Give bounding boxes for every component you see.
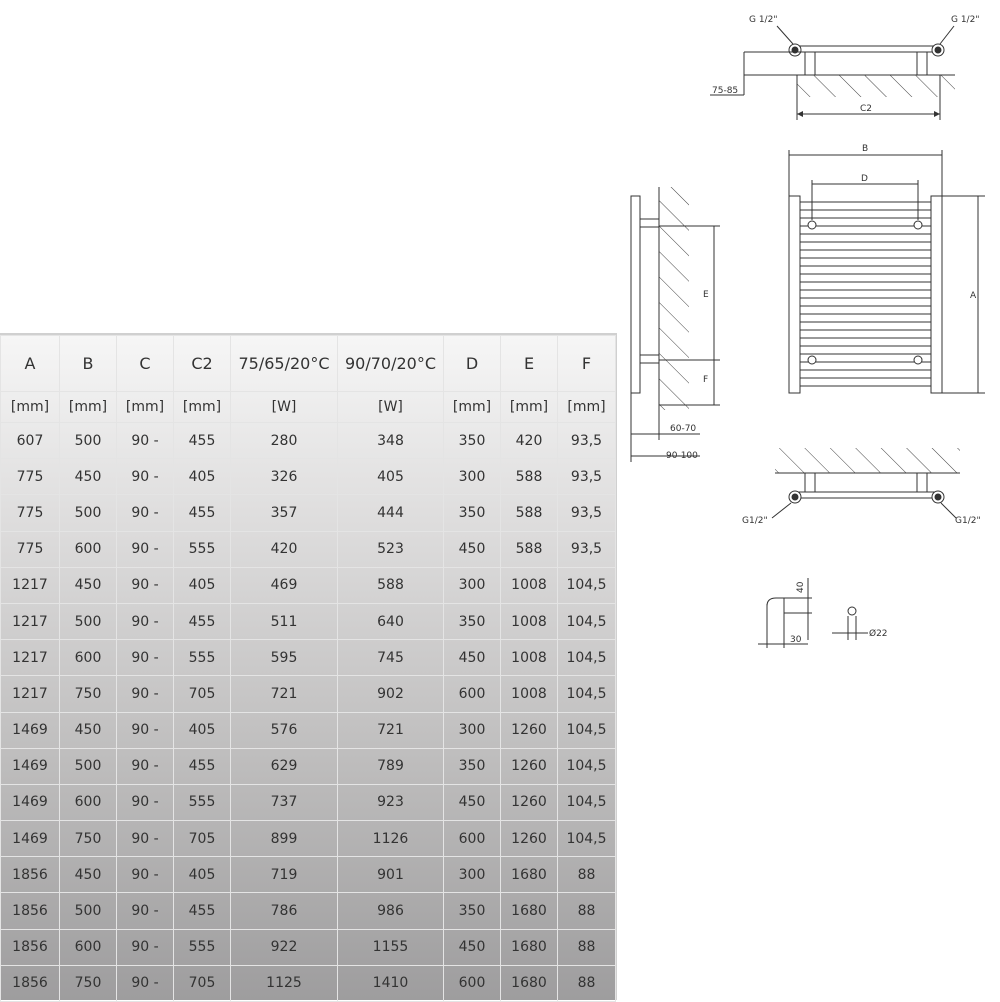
b-dimension-label: B [862, 144, 869, 154]
table-row [1, 893, 616, 929]
cell-f: 88 [558, 857, 616, 893]
cell-f: 93,5 [558, 531, 616, 567]
cell-b: 450 [60, 857, 117, 893]
cell-c: 90 - [117, 495, 174, 531]
cell-c: 90 - [117, 531, 174, 567]
cell-d: 300 [444, 567, 501, 603]
cell-d: 450 [444, 640, 501, 676]
cell-e: 1680 [501, 893, 558, 929]
unit-f: [mm] [558, 392, 616, 423]
cell-output-75-65: 737 [231, 784, 338, 820]
cell-a: 775 [1, 531, 60, 567]
table-row [1, 965, 616, 1001]
cell-b: 600 [60, 784, 117, 820]
cell-e: 1008 [501, 567, 558, 603]
cell-output-90-70: 348 [338, 423, 444, 459]
cell-c: 90 - [117, 893, 174, 929]
spec-table-body [1, 423, 616, 1002]
cell-a: 1469 [1, 712, 60, 748]
cell-e: 588 [501, 459, 558, 495]
cell-d: 300 [444, 459, 501, 495]
cell-e: 588 [501, 495, 558, 531]
cell-f: 104,5 [558, 712, 616, 748]
profile-diameter-label: Ø22 [869, 629, 888, 639]
cell-c: 90 - [117, 821, 174, 857]
wall-distance-label: 75-85 [712, 86, 739, 96]
cell-c2: 405 [174, 567, 231, 603]
cell-e: 1260 [501, 712, 558, 748]
cell-a: 1217 [1, 640, 60, 676]
cell-output-75-65: 326 [231, 459, 338, 495]
cell-d: 350 [444, 495, 501, 531]
cell-e: 1260 [501, 821, 558, 857]
cell-c2: 405 [174, 712, 231, 748]
unit-d: [mm] [444, 392, 501, 423]
cell-c: 90 - [117, 640, 174, 676]
cell-b: 600 [60, 640, 117, 676]
header-c2: C2 [174, 336, 231, 392]
cell-d: 450 [444, 784, 501, 820]
table-row [1, 748, 616, 784]
top-right-connection-label: G 1/2" [951, 15, 980, 25]
cell-output-90-70: 444 [338, 495, 444, 531]
cell-c2: 405 [174, 857, 231, 893]
table-row [1, 567, 616, 603]
cell-c2: 455 [174, 603, 231, 639]
e-dimension-label: E [703, 290, 709, 300]
table-row [1, 423, 616, 459]
table-row [1, 495, 616, 531]
cell-output-90-70: 901 [338, 857, 444, 893]
cell-c2: 555 [174, 531, 231, 567]
cell-e: 1680 [501, 965, 558, 1001]
cell-a: 1469 [1, 821, 60, 857]
cell-c: 90 - [117, 603, 174, 639]
cell-b: 600 [60, 531, 117, 567]
cell-a: 1217 [1, 603, 60, 639]
top-left-connection-label: G 1/2" [749, 15, 778, 25]
cell-e: 1680 [501, 857, 558, 893]
cell-output-75-65: 721 [231, 676, 338, 712]
cell-b: 600 [60, 929, 117, 965]
cell-output-90-70: 1126 [338, 821, 444, 857]
cell-c2: 555 [174, 929, 231, 965]
f-dimension-label: F [703, 375, 709, 385]
unit-a: [mm] [1, 392, 60, 423]
cell-c2: 705 [174, 821, 231, 857]
cell-output-75-65: 511 [231, 603, 338, 639]
header-output-75-65: 75/65/20°C [231, 336, 338, 392]
cell-c2: 705 [174, 676, 231, 712]
profile-width-label: 30 [790, 635, 802, 645]
spec-table [0, 335, 616, 1002]
unit-output-90-70: [W] [338, 392, 444, 423]
profile-detail-drawing [758, 578, 888, 648]
cell-b: 450 [60, 712, 117, 748]
cell-b: 500 [60, 893, 117, 929]
cell-a: 1469 [1, 748, 60, 784]
cell-a: 775 [1, 459, 60, 495]
cell-a: 1856 [1, 965, 60, 1001]
cell-f: 104,5 [558, 821, 616, 857]
cell-d: 450 [444, 929, 501, 965]
cell-b: 450 [60, 567, 117, 603]
cell-e: 588 [501, 531, 558, 567]
header-c: C [117, 336, 174, 392]
profile-height-label: 40 [796, 581, 806, 593]
cell-output-90-70: 789 [338, 748, 444, 784]
cell-output-75-65: 1125 [231, 965, 338, 1001]
cell-c2: 455 [174, 893, 231, 929]
cell-c: 90 - [117, 459, 174, 495]
cell-a: 607 [1, 423, 60, 459]
cell-d: 350 [444, 603, 501, 639]
cell-f: 88 [558, 965, 616, 1001]
cell-e: 1008 [501, 676, 558, 712]
cell-c2: 455 [174, 748, 231, 784]
cell-a: 1217 [1, 676, 60, 712]
cell-output-75-65: 469 [231, 567, 338, 603]
cell-output-90-70: 588 [338, 567, 444, 603]
table-row [1, 676, 616, 712]
unit-c: [mm] [117, 392, 174, 423]
depth-min-label: 60-70 [670, 424, 697, 434]
cell-d: 600 [444, 965, 501, 1001]
header-output-90-70: 90/70/20°C [338, 336, 444, 392]
cell-output-75-65: 899 [231, 821, 338, 857]
header-d: D [444, 336, 501, 392]
cell-e: 1260 [501, 748, 558, 784]
unit-row [1, 392, 616, 423]
bottom-right-connection-label: G1/2" [955, 516, 981, 526]
cell-a: 1217 [1, 567, 60, 603]
cell-b: 450 [60, 459, 117, 495]
a-dimension-label: A [970, 291, 977, 301]
cell-c: 90 - [117, 423, 174, 459]
cell-c2: 555 [174, 640, 231, 676]
cell-a: 1856 [1, 893, 60, 929]
table-row [1, 603, 616, 639]
unit-output-75-65: [W] [231, 392, 338, 423]
cell-c2: 455 [174, 495, 231, 531]
cell-output-75-65: 280 [231, 423, 338, 459]
cell-d: 300 [444, 857, 501, 893]
table-row [1, 459, 616, 495]
cell-e: 1008 [501, 603, 558, 639]
table-row [1, 531, 616, 567]
cell-e: 420 [501, 423, 558, 459]
cell-a: 1469 [1, 784, 60, 820]
cell-b: 500 [60, 748, 117, 784]
cell-c: 90 - [117, 712, 174, 748]
cell-output-90-70: 1155 [338, 929, 444, 965]
cell-output-75-65: 922 [231, 929, 338, 965]
cell-a: 1856 [1, 929, 60, 965]
table-row [1, 929, 616, 965]
header-a: A [1, 336, 60, 392]
cell-d: 600 [444, 821, 501, 857]
unit-e: [mm] [501, 392, 558, 423]
cell-f: 93,5 [558, 495, 616, 531]
cell-output-90-70: 640 [338, 603, 444, 639]
table-row [1, 640, 616, 676]
cell-c2: 705 [174, 965, 231, 1001]
table-row [1, 784, 616, 820]
cell-output-75-65: 629 [231, 748, 338, 784]
cell-f: 93,5 [558, 459, 616, 495]
header-e: E [501, 336, 558, 392]
cell-c: 90 - [117, 965, 174, 1001]
cell-output-90-70: 923 [338, 784, 444, 820]
cell-c2: 555 [174, 784, 231, 820]
cell-output-90-70: 745 [338, 640, 444, 676]
cell-f: 104,5 [558, 748, 616, 784]
cell-b: 500 [60, 603, 117, 639]
cell-output-75-65: 786 [231, 893, 338, 929]
top-view-drawing [710, 15, 979, 120]
cell-a: 775 [1, 495, 60, 531]
c2-dimension-label: C2 [860, 104, 873, 114]
cell-f: 104,5 [558, 603, 616, 639]
d-dimension-label: D [861, 174, 868, 184]
cell-c: 90 - [117, 784, 174, 820]
cell-d: 300 [444, 712, 501, 748]
cell-c2: 455 [174, 423, 231, 459]
cell-output-90-70: 523 [338, 531, 444, 567]
spec-table-panel [0, 333, 617, 1000]
cell-b: 750 [60, 965, 117, 1001]
cell-b: 750 [60, 676, 117, 712]
side-view-drawing [631, 187, 720, 462]
cell-e: 1008 [501, 640, 558, 676]
unit-c2: [mm] [174, 392, 231, 423]
header-f: F [558, 336, 616, 392]
cell-f: 88 [558, 893, 616, 929]
cell-output-90-70: 1410 [338, 965, 444, 1001]
cell-f: 104,5 [558, 676, 616, 712]
cell-b: 500 [60, 495, 117, 531]
unit-b: [mm] [60, 392, 117, 423]
cell-c2: 405 [174, 459, 231, 495]
cell-c: 90 - [117, 857, 174, 893]
front-view-drawing [789, 144, 985, 393]
depth-max-label: 90-100 [666, 451, 698, 461]
cell-output-90-70: 721 [338, 712, 444, 748]
table-row [1, 712, 616, 748]
cell-c: 90 - [117, 676, 174, 712]
table-row [1, 821, 616, 857]
cell-c: 90 - [117, 567, 174, 603]
spec-table-header [1, 336, 616, 423]
cell-d: 450 [444, 531, 501, 567]
header-b: B [60, 336, 117, 392]
cell-output-90-70: 902 [338, 676, 444, 712]
cell-d: 600 [444, 676, 501, 712]
cell-output-90-70: 986 [338, 893, 444, 929]
cell-output-75-65: 719 [231, 857, 338, 893]
cell-f: 104,5 [558, 784, 616, 820]
cell-b: 500 [60, 423, 117, 459]
table-row [1, 857, 616, 893]
cell-f: 88 [558, 929, 616, 965]
cell-output-75-65: 420 [231, 531, 338, 567]
cell-output-75-65: 576 [231, 712, 338, 748]
cell-output-90-70: 405 [338, 459, 444, 495]
bottom-view-drawing [742, 448, 981, 526]
cell-c: 90 - [117, 929, 174, 965]
cell-output-75-65: 357 [231, 495, 338, 531]
cell-output-75-65: 595 [231, 640, 338, 676]
cell-d: 350 [444, 423, 501, 459]
cell-b: 750 [60, 821, 117, 857]
bottom-left-connection-label: G1/2" [742, 516, 768, 526]
cell-d: 350 [444, 748, 501, 784]
cell-f: 104,5 [558, 640, 616, 676]
cell-f: 104,5 [558, 567, 616, 603]
cell-d: 350 [444, 893, 501, 929]
cell-a: 1856 [1, 857, 60, 893]
cell-e: 1680 [501, 929, 558, 965]
cell-f: 93,5 [558, 423, 616, 459]
column-name-row [1, 336, 616, 392]
cell-e: 1260 [501, 784, 558, 820]
cell-c: 90 - [117, 748, 174, 784]
